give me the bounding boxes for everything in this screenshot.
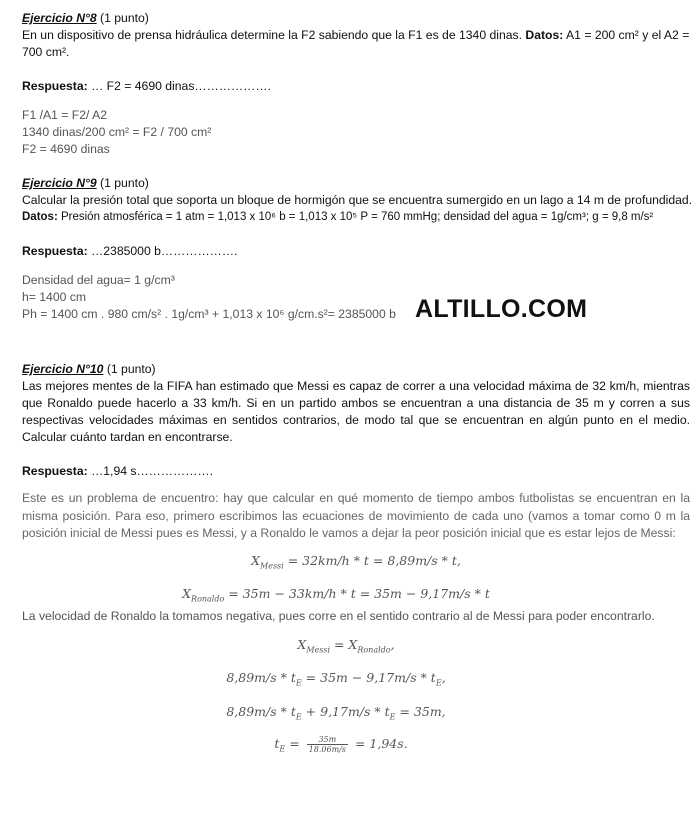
ex8-work-line-1: F1 /A1 = F2/ A2 <box>22 108 108 122</box>
equation-messi <box>22 553 690 571</box>
eq-var: X <box>297 636 307 652</box>
ex8-statement-cont: 700 cm². <box>22 45 70 59</box>
fraction <box>307 735 348 754</box>
eq-var: X <box>182 586 192 601</box>
eq-sub: Ronaldo <box>191 594 225 604</box>
ex8-work-line-3: F2 = 4690 dinas <box>22 142 110 156</box>
ex8-statement <box>22 27 690 44</box>
ex8-answer-value: … F2 = 4690 dinas………………. <box>87 79 271 93</box>
ex9-datos-label: Datos: <box>22 211 58 223</box>
eq-sub: E <box>295 712 302 721</box>
eq-expr: = 1,94s. <box>350 736 408 751</box>
ex10-answer-value: …1,94 s………………. <box>87 464 213 478</box>
ex10-solution: Este es un problema de encuentro: hay que calcular en qué momento de tiempo ambos futbolistas se encuentran en la misma posición. Para eso, primero escribimos las ecuaciones de movimiento de cada uno (vamos a tomar como 0 m la posición inicial de Messi pues es Messi, y a Ronaldo le vamos a dejar la peor posición inicial que es estar lejos de Messi: <box>22 491 690 540</box>
ex9-datos-value: Presión atmosférica = 1 atm = 1,013 x 10⁶ b = 1,013 x 10⁵ P = 760 mmHg; densidad del agua = 1g/cm³; g = 9,8 m/s² <box>57 211 654 223</box>
equation-result <box>22 735 690 754</box>
ex9-datos <box>22 209 690 226</box>
ex10-answer-label: Respuesta: <box>22 464 88 478</box>
ex8-points: (1 punto) <box>96 11 149 25</box>
ex9-statement: Calcular la presión total que soporta un bloque de hormigón que se encuentra sumergido en un lago a 14 m de profundidad. <box>22 193 693 207</box>
ex8-text: En un dispositivo de prensa hidráulica determine la F2 sabiendo que la F1 es de 1340 dinas. <box>22 28 526 42</box>
ex10-answer <box>22 463 690 480</box>
ex9-work-line-1: Densidad del agua= 1 g/cm³ <box>22 273 175 287</box>
eq-sub: E <box>279 744 286 754</box>
eq-expr: 8,89m/s * t <box>226 670 296 685</box>
fraction-numerator: 35m <box>307 735 348 745</box>
eq-sub: Ronaldo <box>357 645 391 654</box>
document-page <box>22 10 693 754</box>
ex9-work-line-3: Ph = 1400 cm . 980 cm/s² . 1g/cm³ + 1,013 x 10⁶ g/cm.s²= 2385000 b <box>22 307 396 321</box>
ex8-datos: A1 = 200 cm² y el A2 = <box>563 28 690 42</box>
eq-expr: , <box>441 670 446 685</box>
eq-expr: = 32km/h * t = 8,89m/s * t, <box>283 552 461 568</box>
ex10-title: Ejercicio N°10 <box>22 362 104 376</box>
ex9-answer <box>22 243 690 260</box>
fraction-denominator: 18.06m/s <box>308 745 346 754</box>
ex10-points: (1 punto) <box>103 362 156 376</box>
eq-expr: = 35m − 9,17m/s * t <box>301 670 436 685</box>
eq-expr: , <box>390 636 395 652</box>
ex9-answer-value: …2385000 b………………. <box>87 244 238 258</box>
ex8-title: Ejercicio N°8 <box>22 11 97 25</box>
eq-expr: = <box>285 736 304 751</box>
eq-var: X <box>251 552 261 568</box>
eq-sub: E <box>435 678 442 688</box>
ex8-work-line-2: 1340 dinas/200 cm² = F2 / 700 cm² <box>22 125 212 139</box>
ex9-work-line-2: h= 1400 cm <box>22 290 87 304</box>
eq-expr: 8,89m/s * t <box>226 703 296 719</box>
equation-rearranged <box>22 704 690 722</box>
eq-expr: = X <box>330 636 358 652</box>
eq-expr: + 9,17m/s * t <box>301 703 390 719</box>
ex10-heading <box>22 361 690 378</box>
ex8-answer <box>22 78 690 95</box>
ex9-answer-label: Respuesta: <box>22 244 88 258</box>
eq-sub: Messi <box>260 561 284 570</box>
ex9-title: Ejercicio N°9 <box>22 176 97 190</box>
equation-substitution <box>22 670 690 688</box>
equation-ronaldo <box>22 586 690 604</box>
ex10-statement: Las mejores mentes de la FIFA han estimado que Messi es capaz de correr a una velocidad máxima de 32 km/h, mientras que Ronaldo puede hacerlo a 33 km/h. Si en un partido ambos se encuentran a una distancia de 35 m y corren a sus respectivas velocidades máximas en sentidos contrarios, de modo tal que se encuentran en algún punto en el medio. Calcular cuánto tardan en encontrarse. <box>22 379 690 444</box>
eq-expr: = 35m, <box>395 703 446 719</box>
ex8-datos-label: Datos: <box>525 28 564 42</box>
eq-sub: Messi <box>306 645 331 654</box>
ex10-note: La velocidad de Ronaldo la tomamos negativa, pues corre en el sentido contrario al de Messi para poder encontrarlo. <box>22 608 655 623</box>
eq-var: t <box>274 736 280 751</box>
ex8-heading <box>22 10 690 27</box>
ex9-points: (1 punto) <box>96 176 149 190</box>
ex8-answer-label: Respuesta: <box>22 79 88 93</box>
eq-sub: E <box>295 678 302 688</box>
eq-sub: E <box>389 712 396 721</box>
watermark-logo: ALTILLO.COM <box>415 295 588 323</box>
eq-expr: = 35m − 33km/h * t = 35m − 9,17m/s * t <box>224 586 490 601</box>
equation-meeting <box>22 637 690 655</box>
ex9-heading <box>22 175 690 192</box>
